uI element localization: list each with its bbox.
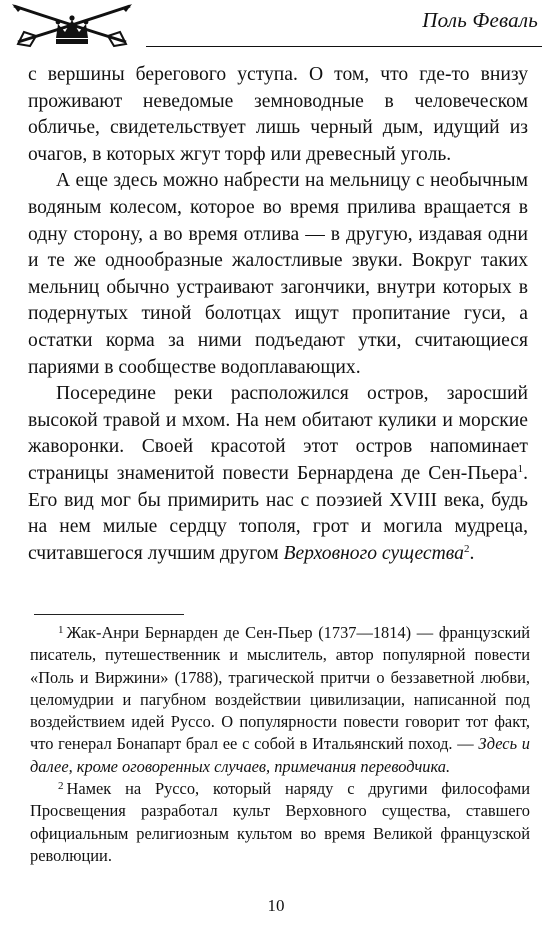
paragraph-1-line-4: из очагов, в которых жгут торф или древесный уголь. — [28, 117, 528, 165]
footnote-1 — [30, 622, 530, 778]
footnote-ref-1[interactable]: 1 — [517, 462, 524, 475]
paragraph-1-line-2: проживают неведомые земноводные в человеческом — [28, 90, 528, 112]
paragraph-1 — [28, 62, 528, 168]
main-text — [28, 62, 528, 567]
header-rule — [146, 46, 542, 47]
paragraph-3 — [28, 381, 528, 567]
paragraph-2: А еще здесь можно набрести на мельницу с необычным водяным колесом, которое во время прилива вращается в одну сторону, а во время отлива — в другую, издавая одни и те же однообразные жалостливые звуки. Вокруг таких мельниц обычно устраивают загончики, внутри которых в подернутых тиной болотцах ищут пропитание гуси, а остатки корма за ними подъедают утки, считающиеся париями в сообществе водоплавающих. — [28, 170, 528, 378]
paragraph-3-text-b: . Его вид мог бы примирить нас с поэзией XVIII века, будь на нем милые сердцу тополя, грот и могила мудреца, считавшегося лучшим другом — [28, 462, 528, 564]
paragraph-1-line-1: с вершины берегового уступа. О том, что где-то внизу — [28, 64, 528, 85]
footnote-1-italic: Здесь и далее, кроме оговоренных случаев, примечания переводчика. — [30, 734, 530, 776]
footnote-1-text: Жак-Анри Бернарден де Сен-Пьер (1737—1814) — французский писатель, путешественник и мыслитель, автор популярной повести «Поль и Виржини» (1788), трагической притчи о беззаветной любви, целомудрии и пагубном воздействии цивилизации, написанной под воздействием идей Руссо. О популярности повести говорит тот факт, что генерал Бонапарт брал ее с собой в Итальянский поход. — — [30, 623, 530, 754]
footnote-ref-2[interactable]: 2 — [463, 542, 470, 555]
footnote-2-number: 2 — [58, 780, 64, 793]
footnotes — [30, 622, 530, 867]
paragraph-3-italic: Верховного существа — [283, 542, 464, 564]
crossed-swords-crown-emblem-icon — [8, 2, 136, 48]
page-number: 10 — [267, 896, 285, 915]
footnote-rule — [34, 614, 184, 615]
running-header-author: Поль Феваль — [422, 8, 538, 32]
footnote-2-text: Намек на Руссо, который наряду с другими философами Просвещения разработал культ Верховного существа, ставшего официальным религиозным культом во время Великой французской революции. — [30, 779, 530, 865]
footnote-1-number: 1 — [58, 624, 64, 636]
paragraph-1-line-3: обличье, свидетельствует лишь черный дым, идущий — [28, 117, 500, 139]
footnote-2 — [30, 778, 530, 867]
paragraph-3-text-a: Посередине реки расположился остров, заросший высокой травой и мхом. На нем обитают кулики и морские жаворонки. Своей красотой этот остров напоминает страницы знаменитой повести Бернардена де Сен-Пьера — [28, 383, 528, 484]
running-header — [0, 0, 552, 62]
paragraph-3-end: . — [469, 542, 475, 564]
